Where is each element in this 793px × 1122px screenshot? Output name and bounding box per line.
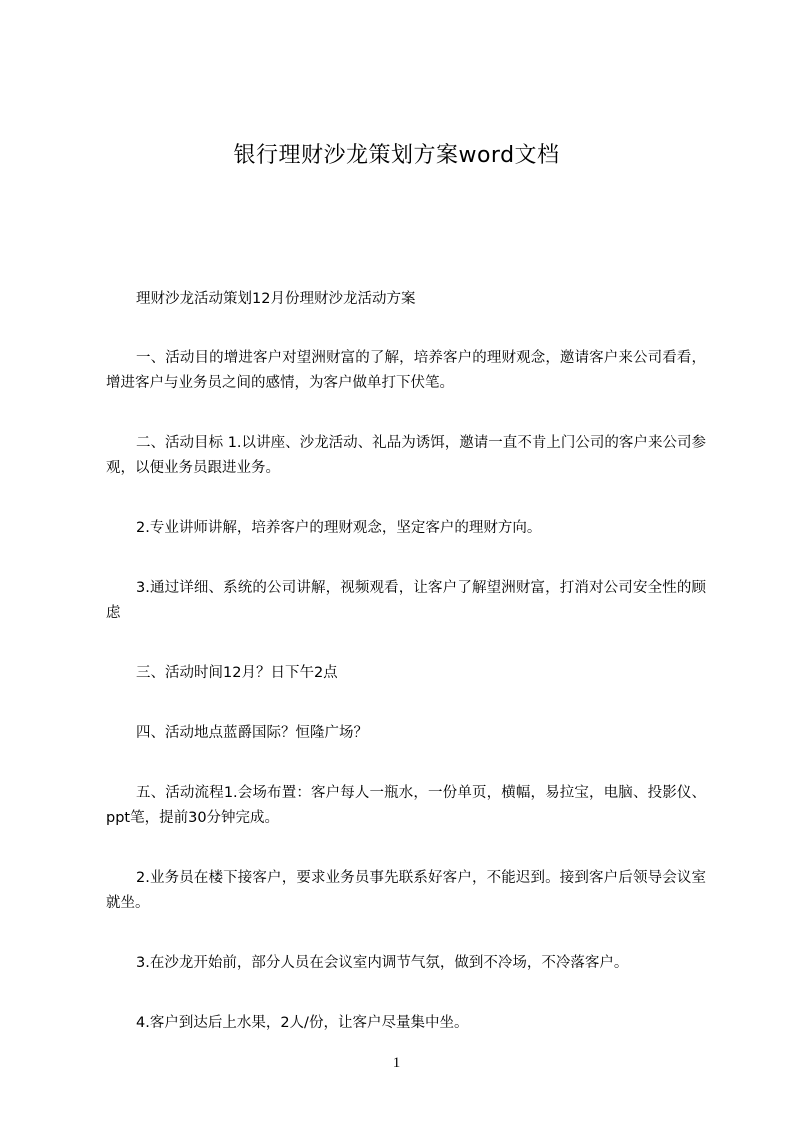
paragraph-goal-1: 二、活动目标 1.以讲座、沙龙活动、礼品为诱饵，邀请一直不肯上门公司的客户来公司参观，以便业务员跟进业务。 [106,435,706,476]
paragraph-process-4: 4.客户到达后上水果，2人/份，让客户尽量集中坐。 [136,1015,469,1031]
page-number: 1 [392,1055,401,1071]
document-title: 银行理财沙龙策划方案word文档 [233,143,560,168]
paragraph-process-3: 3.在沙龙开始前，部分人员在会议室内调节气氛，做到不冷场，不冷落客户。 [136,955,629,971]
paragraph-time: 三、活动时间12月？日下午2点 [136,665,338,681]
paragraph-process-2: 2.业务员在楼下接客户，要求业务员事先联系好客户，不能迟到。接到客户后领导会议室就坐。 [106,870,706,911]
paragraph-goal-3: 3.通过详细、系统的公司讲解，视频观看，让客户了解望洲财富，打消对公司安全性的顾虑 [106,580,706,621]
paragraph-process-1: 五、活动流程1.会场布置：客户每人一瓶水，一份单页，横幅，易拉宝，电脑、投影仪、ppt笔，提前30分钟完成。 [106,785,706,826]
paragraph-purpose: 一、活动目的增进客户对望洲财富的了解，培养客户的理财观念，邀请客户来公司看看，增进客户与业务员之间的感情，为客户做单打下伏笔。 [106,350,706,391]
document-body [106,287,706,1071]
paragraph-intro: 理财沙龙活动策划12月份理财沙龙活动方案 [136,291,416,307]
paragraph-goal-2: 2.专业讲师讲解，培养客户的理财观念，坚定客户的理财方向。 [136,520,542,536]
paragraph-location: 四、活动地点蓝爵国际？恒隆广场？ [136,725,368,741]
